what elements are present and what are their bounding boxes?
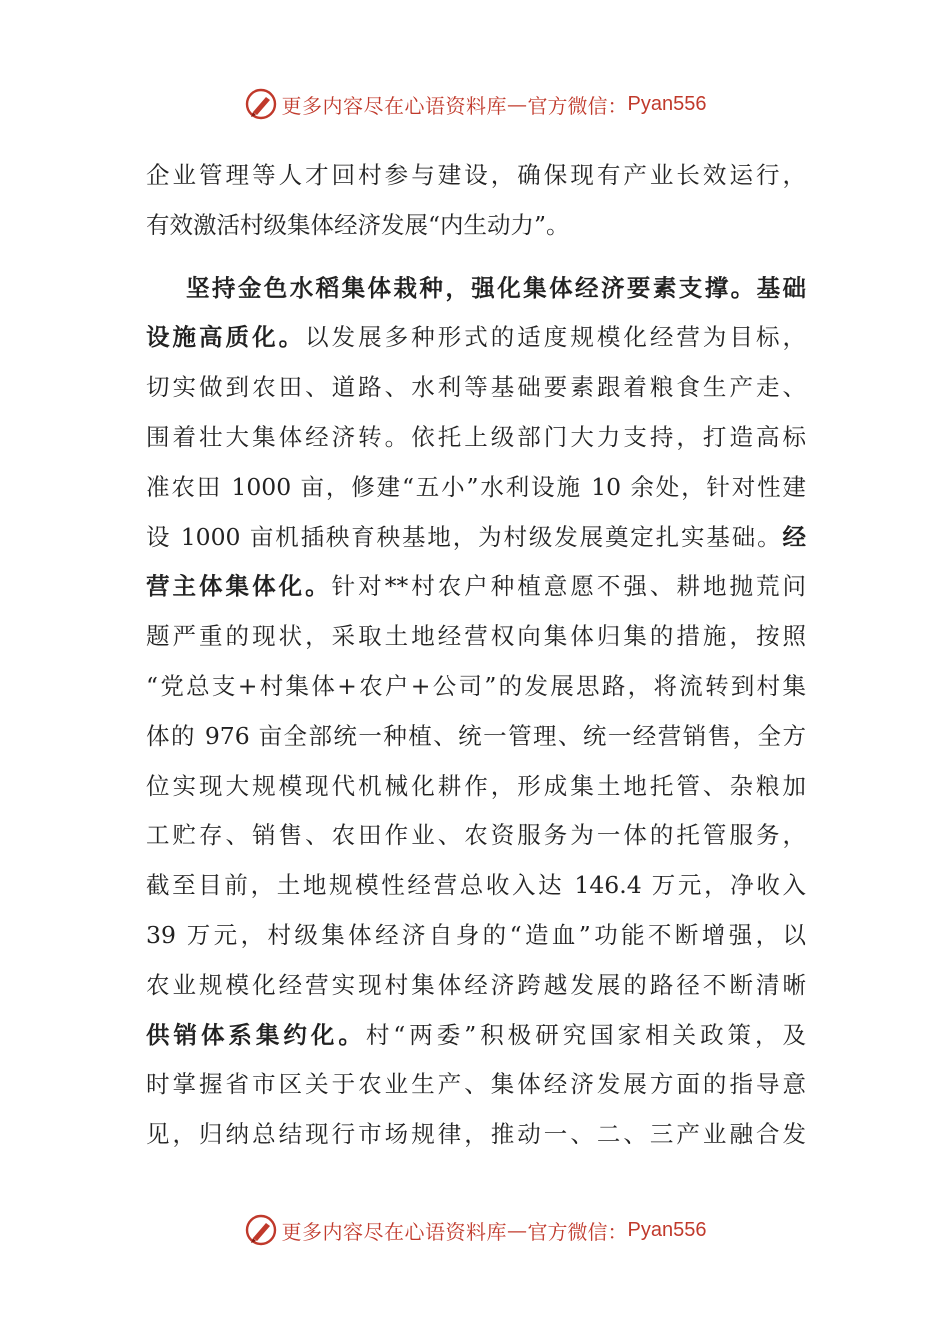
banner-wechat-label: 官方微信：	[527, 1219, 628, 1244]
bold-heading-text: 设施高质化。	[146, 323, 306, 352]
text-line	[146, 961, 806, 1011]
banner-wechat-id: Pyan556	[627, 92, 707, 115]
body-text-span: “党总支+村集体+农户+公司”的发展思路，将流转到村集	[146, 671, 806, 700]
pen-logo-icon	[244, 87, 278, 121]
text-line	[146, 662, 806, 712]
banner-dash: —	[507, 92, 528, 116]
text-line	[146, 201, 806, 251]
text-line	[146, 413, 806, 463]
header-banner	[0, 84, 950, 124]
text-line	[146, 762, 806, 812]
text-line	[146, 612, 806, 662]
body-text-span: 针对**村农户种植意愿不强、耕地抛荒问	[331, 572, 806, 601]
body-text-span: 位实现大规模现代机械化耕作，形成集土地托管、杂粮加	[146, 771, 806, 800]
banner-main-text: 更多内容尽在心语资料库	[281, 1219, 508, 1244]
body-text-span: 39 万元，村级集体经济自身的“造血”功能不断增强，以	[146, 920, 806, 949]
bold-heading-text: 供销体系集约化。	[146, 1020, 366, 1049]
banner-wechat-label: 官方微信：	[527, 93, 628, 118]
body-text-span: 有效激活村级集体经济发展“内生动力”。	[146, 210, 570, 239]
banner-wechat-id: Pyan556	[627, 1218, 707, 1241]
body-text-span: 切实做到农田、道路、水利等基础要素跟着粮食生产走、	[146, 373, 806, 402]
body-text-span: 截至目前，土地规模性经营总收入达 146.4 万元，净收入	[146, 871, 806, 900]
body-text-span: 工贮存、销售、农田作业、农资服务为一体的托管服务，	[146, 821, 806, 850]
paragraph-gap	[146, 251, 806, 264]
text-line	[146, 811, 806, 861]
text-line	[146, 313, 806, 363]
text-line	[146, 861, 806, 911]
body-text-span: 农业规模化经营实现村集体经济跨越发展的路径不断清晰	[146, 970, 806, 999]
body-text-span: 时掌握省市区关于农业生产、集体经济发展方面的指导意	[146, 1070, 806, 1099]
body-text-span: 围着壮大集体经济转。依托上级部门大力支持，打造高标	[146, 422, 806, 451]
text-line	[146, 712, 806, 762]
bold-heading-text: 坚持金色水稻集体栽种，强化集体经济要素支撑。基础	[186, 273, 806, 302]
body-text-span: 准农田 1000 亩，修建“五小”水利设施 10 余处，针对性建	[146, 472, 806, 501]
text-line	[146, 264, 806, 314]
banner-dash: —	[507, 1218, 528, 1242]
text-line	[146, 151, 806, 201]
text-line	[146, 911, 806, 961]
text-line	[146, 1011, 806, 1061]
body-text-span: 企业管理等人才回村参与建设，确保现有产业长效运行，	[146, 161, 806, 189]
body-text-span: 以发展多种形式的适度规模化经营为目标，	[305, 323, 806, 352]
text-line	[146, 1060, 806, 1110]
bold-heading-text: 营主体集体化。	[146, 572, 332, 601]
text-line	[146, 513, 806, 563]
body-text-span: 见，归纳总结现行市场规律，推动一、二、三产业融合发	[146, 1120, 806, 1149]
body-text-span: 体的 976 亩全部统一种植、统一管理、统一经营销售，全方	[146, 721, 806, 750]
bold-heading-text: 经	[782, 522, 806, 551]
body-text-span: 村“两委”积极研究国家相关政策，及	[365, 1020, 806, 1049]
text-line	[146, 363, 806, 413]
body-text-span: 题严重的现状，采取土地经营权向集体归集的措施，按照	[146, 622, 806, 651]
text-line	[146, 562, 806, 612]
document-body	[146, 151, 806, 1160]
footer-banner	[0, 1210, 950, 1250]
body-text-span: 设 1000 亩机插秧育秧基地，为村级发展奠定扎实基础。	[146, 522, 783, 551]
banner-main-text: 更多内容尽在心语资料库	[281, 93, 508, 118]
text-line	[146, 463, 806, 513]
pen-logo-icon	[244, 1213, 278, 1247]
text-line	[146, 1110, 806, 1160]
